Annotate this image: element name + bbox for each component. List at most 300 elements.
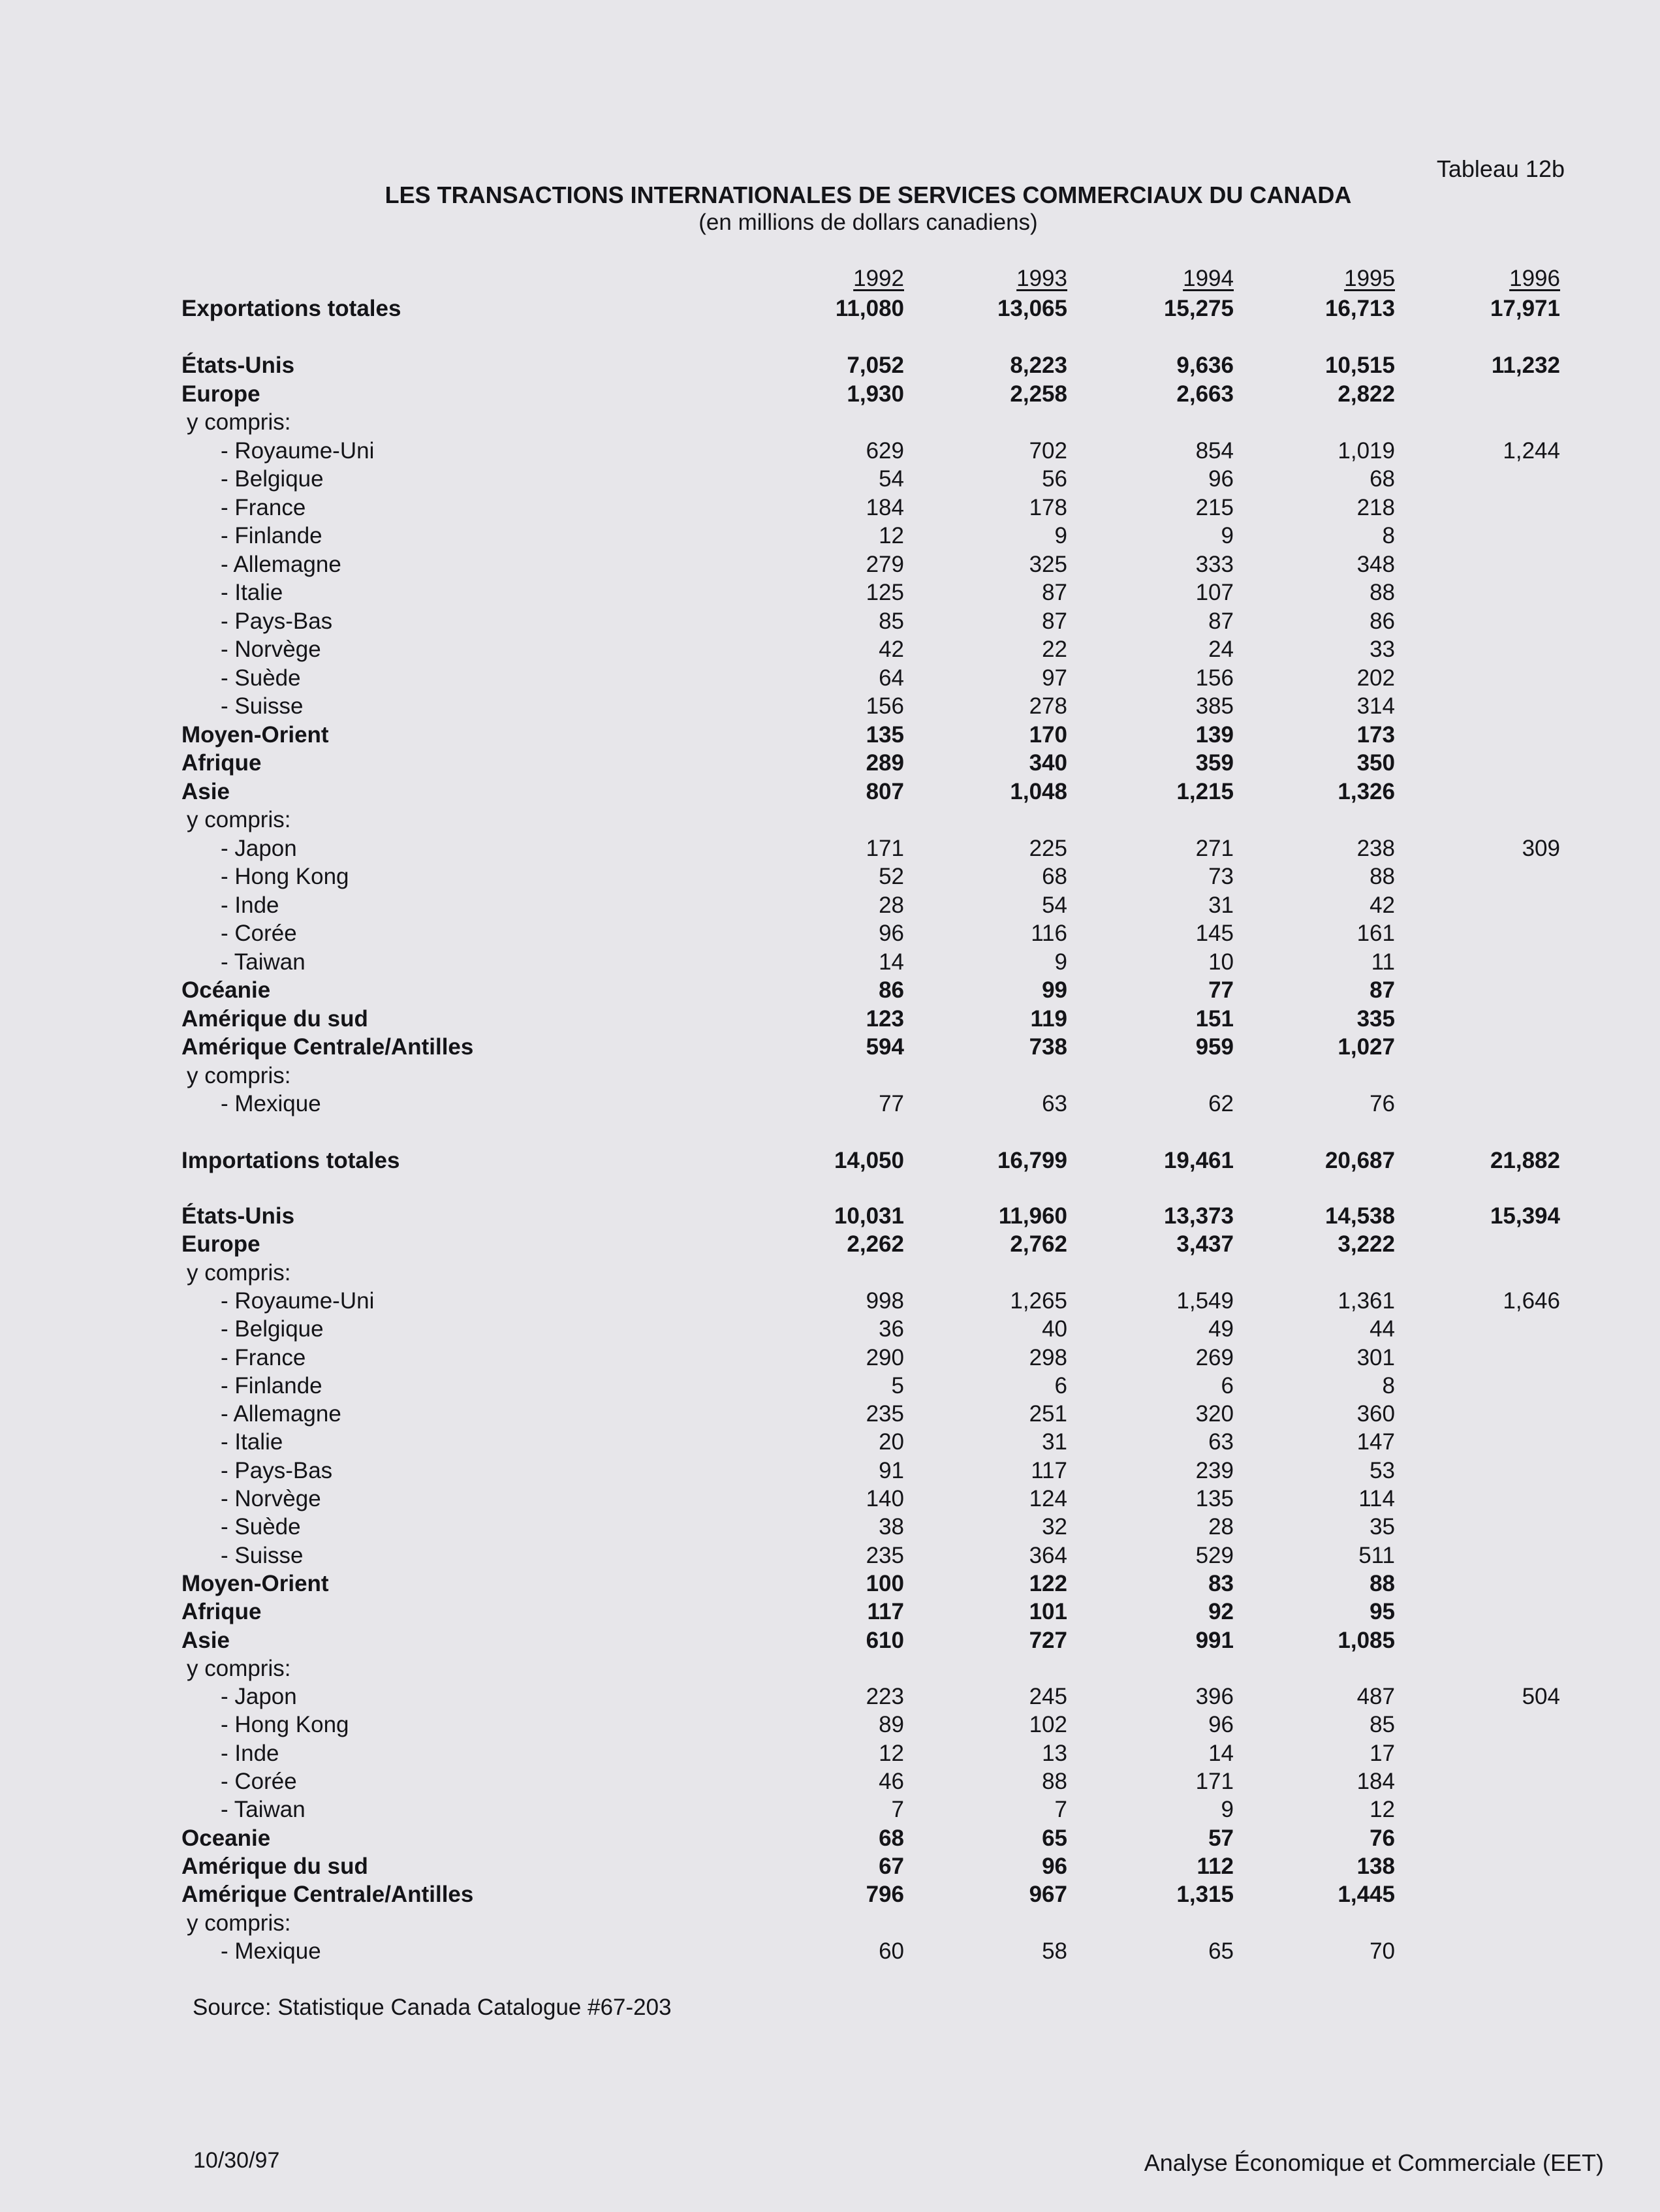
cell-value: 96 <box>1208 1712 1234 1738</box>
table-row <box>0 635 1660 664</box>
cell-value: 117 <box>1031 1457 1067 1483</box>
cell-value: 20,687 <box>1324 1148 1395 1173</box>
cell-value: 3,437 <box>1176 1231 1234 1257</box>
cell-value: 60 <box>879 1938 904 1964</box>
cell-value: 86 <box>879 977 904 1003</box>
cell-value: 88 <box>1370 580 1395 605</box>
row-label: - Japon <box>221 835 297 861</box>
table-row <box>0 1259 1660 1288</box>
row-label: - Belgique <box>221 1316 324 1342</box>
cell-value: 96 <box>1042 1853 1067 1879</box>
cell-value: 6 <box>1054 1372 1067 1398</box>
cell-value: 360 <box>1356 1401 1395 1427</box>
cell-value: 88 <box>1370 1570 1395 1596</box>
cell-value: 7 <box>1054 1797 1067 1823</box>
cell-value: 1,646 <box>1503 1288 1560 1314</box>
cell-value: 54 <box>1042 892 1067 918</box>
cell-value: 135 <box>1195 1486 1234 1511</box>
cell-value: 235 <box>866 1542 904 1568</box>
table-row <box>0 380 1660 409</box>
table-row <box>0 1739 1660 1768</box>
cell-value: 151 <box>1195 1005 1234 1032</box>
cell-value: 12 <box>879 523 904 548</box>
cell-value: 340 <box>1029 750 1067 776</box>
cell-value: 5 <box>891 1372 904 1398</box>
cell-value: 998 <box>866 1288 904 1314</box>
year-header: 1996 <box>1509 266 1560 291</box>
table-row <box>0 862 1660 891</box>
cell-value: 28 <box>879 892 904 918</box>
cell-value: 298 <box>1029 1344 1067 1370</box>
cell-value: 1,326 <box>1338 778 1395 804</box>
cell-value: 9 <box>1221 523 1234 548</box>
cell-value: 238 <box>1356 835 1395 861</box>
cell-value: 1,085 <box>1338 1627 1395 1653</box>
cell-value: 76 <box>1370 1825 1395 1851</box>
table-row <box>0 891 1660 920</box>
year-header: 1992 <box>853 266 904 291</box>
cell-value: 156 <box>866 693 904 719</box>
table-row <box>0 834 1660 863</box>
table-row <box>0 1541 1660 1570</box>
cell-value: 854 <box>1195 437 1234 464</box>
page-subtitle: (en millions de dollars canadiens) <box>698 210 1038 235</box>
cell-value: 396 <box>1195 1684 1234 1710</box>
cell-value: 14 <box>879 949 904 975</box>
row-label: Asie <box>181 1627 230 1653</box>
table-row <box>0 948 1660 977</box>
cell-value: 14 <box>1208 1740 1234 1766</box>
cell-value: 350 <box>1356 750 1395 776</box>
row-label: Océanie <box>181 977 271 1003</box>
row-label: - Hong Kong <box>221 864 349 889</box>
cell-value: 184 <box>866 494 904 520</box>
table-row <box>0 1372 1660 1400</box>
table-row <box>0 550 1660 579</box>
row-label: - Corée <box>221 921 297 946</box>
cell-value: 36 <box>879 1316 904 1342</box>
table-row <box>0 437 1660 466</box>
cell-value: 68 <box>1370 466 1395 492</box>
row-label: Moyen-Orient <box>181 1570 329 1596</box>
table-row <box>0 1909 1660 1938</box>
cell-value: 16,799 <box>997 1148 1067 1173</box>
cell-value: 135 <box>866 721 904 748</box>
row-label: Importations totales <box>181 1148 400 1173</box>
cell-value: 12 <box>1370 1797 1395 1823</box>
cell-value: 46 <box>879 1769 904 1794</box>
row-label: - Italie <box>221 1429 283 1455</box>
cell-value: 63 <box>1208 1429 1234 1455</box>
page-title: LES TRANSACTIONS INTERNATIONALES DE SERVICES COMMERCIAUX DU CANADA <box>384 182 1352 208</box>
table-row <box>0 1202 1660 1231</box>
row-label: - Suisse <box>221 1542 304 1568</box>
cell-value: 58 <box>1042 1938 1067 1964</box>
cell-value: 991 <box>1195 1627 1234 1653</box>
cell-value: 364 <box>1029 1542 1067 1568</box>
row-label: y compris: <box>187 1259 291 1286</box>
cell-value: 1,361 <box>1338 1288 1395 1314</box>
row-label: Asie <box>181 778 230 804</box>
cell-value: 147 <box>1356 1429 1395 1455</box>
cell-value: 95 <box>1370 1599 1395 1625</box>
cell-value: 56 <box>1042 466 1067 492</box>
cell-value: 138 <box>1356 1853 1395 1879</box>
cell-value: 1,244 <box>1503 437 1560 464</box>
cell-value: 235 <box>866 1401 904 1427</box>
table-row <box>0 1315 1660 1344</box>
cell-value: 215 <box>1195 494 1234 520</box>
cell-value: 796 <box>866 1882 904 1908</box>
row-label: - Suède <box>221 665 301 691</box>
cell-value: 31 <box>1042 1429 1067 1455</box>
cell-value: 10,031 <box>834 1203 904 1229</box>
table-row <box>0 1795 1660 1824</box>
cell-value: 42 <box>879 637 904 662</box>
cell-value: 290 <box>866 1344 904 1370</box>
cell-value: 140 <box>866 1486 904 1511</box>
cell-value: 107 <box>1195 580 1234 605</box>
row-label: - Taiwan <box>221 949 305 975</box>
table-row <box>0 1852 1660 1881</box>
row-label: y compris: <box>187 807 291 832</box>
cell-value: 385 <box>1195 693 1234 719</box>
cell-value: 87 <box>1042 580 1067 605</box>
cell-value: 85 <box>879 608 904 634</box>
cell-value: 8 <box>1382 1372 1395 1398</box>
row-label: Amérique Centrale/Antilles <box>181 1882 474 1908</box>
total-row <box>0 294 1660 323</box>
cell-value: 17,971 <box>1490 296 1560 321</box>
cell-value: 333 <box>1195 551 1234 577</box>
table-row <box>0 919 1660 948</box>
table-row <box>0 749 1660 778</box>
footer-publisher: Analyse Économique et Commerciale (EET) <box>1144 2149 1604 2176</box>
table-row <box>0 607 1660 636</box>
table-row <box>0 1400 1660 1429</box>
cell-value: 73 <box>1208 864 1234 889</box>
row-label: Oceanie <box>181 1825 271 1851</box>
row-label: Amérique du sud <box>181 1005 368 1032</box>
cell-value: 67 <box>879 1853 904 1879</box>
cell-value: 40 <box>1042 1316 1067 1342</box>
cell-value: 1,445 <box>1338 1882 1395 1908</box>
table-row <box>0 976 1660 1005</box>
cell-value: 223 <box>866 1684 904 1710</box>
cell-value: 171 <box>1195 1769 1234 1794</box>
row-label: Amérique du sud <box>181 1853 368 1879</box>
table-row <box>0 1767 1660 1796</box>
footer-date: 10/30/97 <box>193 2148 280 2173</box>
cell-value: 91 <box>879 1457 904 1483</box>
cell-value: 6 <box>1221 1372 1234 1398</box>
table-row <box>0 778 1660 806</box>
cell-value: 11,960 <box>998 1203 1067 1229</box>
cell-value: 967 <box>1029 1882 1067 1908</box>
cell-value: 251 <box>1029 1401 1067 1427</box>
cell-value: 1,048 <box>1010 778 1067 804</box>
cell-value: 173 <box>1356 721 1395 748</box>
cell-value: 738 <box>1029 1034 1067 1060</box>
cell-value: 87 <box>1208 608 1234 634</box>
cell-value: 87 <box>1042 608 1067 634</box>
row-label: - Finlande <box>221 523 322 548</box>
cell-value: 504 <box>1522 1684 1560 1710</box>
cell-value: 1,930 <box>847 381 904 407</box>
cell-value: 96 <box>879 921 904 946</box>
cell-value: 218 <box>1356 494 1395 520</box>
row-label: - Norvège <box>221 637 321 662</box>
row-label: - Allemagne <box>221 551 341 577</box>
cell-value: 10,515 <box>1324 353 1395 378</box>
cell-value: 3,222 <box>1338 1231 1395 1257</box>
cell-value: 289 <box>866 750 904 776</box>
cell-value: 124 <box>1029 1486 1067 1511</box>
cell-value: 2,262 <box>847 1231 904 1257</box>
row-label: Europe <box>181 381 260 407</box>
row-label: - Corée <box>221 1769 297 1794</box>
cell-value: 116 <box>1031 921 1067 946</box>
table-row <box>0 1457 1660 1485</box>
cell-value: 278 <box>1029 693 1067 719</box>
cell-value: 32 <box>1042 1514 1067 1540</box>
cell-value: 20 <box>879 1429 904 1455</box>
cell-value: 52 <box>879 864 904 889</box>
cell-value: 117 <box>867 1599 904 1625</box>
cell-value: 70 <box>1370 1938 1395 1964</box>
cell-value: 85 <box>1370 1712 1395 1738</box>
row-label: - Inde <box>221 892 279 918</box>
cell-value: 16,713 <box>1324 296 1395 321</box>
cell-value: 9 <box>1054 523 1067 548</box>
cell-value: 11 <box>1371 949 1395 975</box>
cell-value: 1,265 <box>1010 1288 1067 1314</box>
cell-value: 11,232 <box>1491 353 1560 378</box>
table-row <box>0 408 1660 437</box>
row-label: - Pays-Bas <box>221 608 333 634</box>
cell-value: 2,822 <box>1338 381 1395 407</box>
row-label: - Finlande <box>221 1372 322 1398</box>
cell-value: 202 <box>1356 665 1395 691</box>
year-header-row <box>0 264 1660 293</box>
cell-value: 122 <box>1029 1570 1067 1596</box>
row-label: - Italie <box>221 580 283 605</box>
cell-value: 309 <box>1522 835 1560 861</box>
cell-value: 727 <box>1029 1627 1067 1653</box>
row-label: - France <box>221 1344 306 1370</box>
table-row <box>0 721 1660 750</box>
cell-value: 9 <box>1221 1797 1234 1823</box>
row-label: - Mexique <box>221 1938 321 1964</box>
cell-value: 171 <box>866 835 904 861</box>
table-row <box>0 522 1660 550</box>
cell-value: 702 <box>1029 437 1067 464</box>
cell-value: 11,080 <box>835 296 904 321</box>
cell-value: 1,027 <box>1338 1034 1395 1060</box>
row-label: - Norvège <box>221 1486 321 1511</box>
cell-value: 97 <box>1042 665 1067 691</box>
cell-value: 14,538 <box>1324 1203 1395 1229</box>
cell-value: 17 <box>1370 1740 1395 1766</box>
row-label: Amérique Centrale/Antilles <box>181 1034 474 1060</box>
cell-value: 96 <box>1208 466 1234 492</box>
cell-value: 21,882 <box>1490 1148 1560 1173</box>
row-label: États-Unis <box>181 353 295 378</box>
cell-value: 1,315 <box>1176 1882 1234 1908</box>
row-label: - Mexique <box>221 1091 321 1116</box>
cell-value: 65 <box>1042 1825 1067 1851</box>
table-row <box>0 1683 1660 1711</box>
cell-value: 225 <box>1029 835 1067 861</box>
cell-value: 2,258 <box>1010 381 1067 407</box>
row-label: - France <box>221 494 306 520</box>
cell-value: 12 <box>879 1740 904 1766</box>
table-row <box>0 1230 1660 1259</box>
table-row <box>0 1626 1660 1655</box>
cell-value: 88 <box>1370 864 1395 889</box>
cell-value: 145 <box>1195 921 1234 946</box>
cell-value: 511 <box>1358 1542 1395 1568</box>
row-label: y compris: <box>187 1655 291 1681</box>
cell-value: 62 <box>1208 1091 1234 1116</box>
cell-value: 68 <box>879 1825 904 1851</box>
row-label: Moyen-Orient <box>181 721 329 748</box>
cell-value: 139 <box>1195 721 1234 748</box>
cell-value: 57 <box>1208 1825 1234 1851</box>
table-row <box>0 1005 1660 1034</box>
cell-value: 807 <box>866 778 904 804</box>
table-row <box>0 1880 1660 1909</box>
cell-value: 42 <box>1370 892 1395 918</box>
table-row <box>0 1344 1660 1372</box>
cell-value: 86 <box>1370 608 1395 634</box>
cell-value: 77 <box>1208 977 1234 1003</box>
table-row <box>0 1513 1660 1541</box>
row-label: États-Unis <box>181 1203 295 1229</box>
row-label: - Royaume-Uni <box>221 437 375 464</box>
cell-value: 348 <box>1356 551 1395 577</box>
table-row <box>0 1428 1660 1457</box>
cell-value: 13 <box>1042 1740 1067 1766</box>
table-row <box>0 664 1660 693</box>
cell-value: 14,050 <box>834 1148 904 1173</box>
table-row <box>0 1598 1660 1626</box>
row-label: - Taiwan <box>221 1797 305 1823</box>
cell-value: 119 <box>1030 1005 1067 1032</box>
cell-value: 1,549 <box>1176 1288 1234 1314</box>
row-label: - Japon <box>221 1684 297 1710</box>
cell-value: 83 <box>1208 1570 1234 1596</box>
cell-value: 112 <box>1197 1853 1234 1879</box>
row-label: y compris: <box>187 409 291 435</box>
cell-value: 529 <box>1195 1542 1234 1568</box>
table-row <box>0 1062 1660 1090</box>
cell-value: 9 <box>1054 949 1067 975</box>
table-row <box>0 1485 1660 1513</box>
cell-value: 610 <box>866 1627 904 1653</box>
table-row <box>0 1033 1660 1062</box>
cell-value: 35 <box>1370 1514 1395 1540</box>
table-row <box>0 1654 1660 1683</box>
row-label: - Suisse <box>221 693 304 719</box>
cell-value: 44 <box>1370 1316 1395 1342</box>
cell-value: 87 <box>1370 977 1395 1003</box>
cell-value: 2,762 <box>1010 1231 1067 1257</box>
cell-value: 245 <box>1029 1684 1067 1710</box>
cell-value: 1,019 <box>1338 437 1395 464</box>
cell-value: 7 <box>891 1797 904 1823</box>
cell-value: 92 <box>1208 1599 1234 1625</box>
cell-value: 123 <box>866 1005 904 1032</box>
cell-value: 335 <box>1356 1005 1395 1032</box>
row-label: - Suède <box>221 1514 301 1540</box>
row-label: Afrique <box>181 1599 262 1625</box>
cell-value: 271 <box>1195 835 1234 861</box>
cell-value: 239 <box>1195 1457 1234 1483</box>
cell-value: 269 <box>1195 1344 1234 1370</box>
cell-value: 1,215 <box>1176 778 1234 804</box>
cell-value: 100 <box>866 1570 904 1596</box>
cell-value: 102 <box>1029 1712 1067 1738</box>
cell-value: 7,052 <box>847 353 904 378</box>
cell-value: 22 <box>1042 637 1067 662</box>
row-label: - Hong Kong <box>221 1712 349 1738</box>
cell-value: 99 <box>1042 977 1067 1003</box>
cell-value: 88 <box>1042 1769 1067 1794</box>
cell-value: 8,223 <box>1010 353 1067 378</box>
cell-value: 65 <box>1208 1938 1234 1964</box>
cell-value: 68 <box>1042 864 1067 889</box>
cell-value: 19,461 <box>1163 1148 1234 1173</box>
row-label: - Inde <box>221 1740 279 1766</box>
cell-value: 279 <box>866 551 904 577</box>
cell-value: 301 <box>1356 1344 1395 1370</box>
cell-value: 959 <box>1195 1034 1234 1060</box>
cell-value: 359 <box>1195 750 1234 776</box>
cell-value: 77 <box>879 1091 904 1116</box>
year-header: 1993 <box>1016 266 1067 291</box>
source-note: Source: Statistique Canada Catalogue #67-203 <box>193 1995 672 2020</box>
table-row <box>0 1711 1660 1739</box>
cell-value: 2,663 <box>1176 381 1234 407</box>
cell-value: 125 <box>866 580 904 605</box>
cell-value: 38 <box>879 1514 904 1540</box>
cell-value: 13,065 <box>997 296 1067 321</box>
cell-value: 28 <box>1208 1514 1234 1540</box>
row-label: y compris: <box>187 1062 291 1088</box>
table-row <box>0 1937 1660 1966</box>
row-label: Afrique <box>181 750 262 776</box>
cell-value: 76 <box>1370 1091 1395 1116</box>
cell-value: 101 <box>1029 1599 1067 1625</box>
cell-value: 53 <box>1370 1457 1395 1483</box>
cell-value: 314 <box>1356 693 1395 719</box>
cell-value: 156 <box>1195 665 1234 691</box>
cell-value: 161 <box>1356 921 1395 946</box>
cell-value: 487 <box>1356 1684 1395 1710</box>
table-row <box>0 494 1660 522</box>
row-label: Exportations totales <box>181 296 401 321</box>
cell-value: 629 <box>866 437 904 464</box>
cell-value: 15,394 <box>1490 1203 1560 1229</box>
cell-value: 33 <box>1370 637 1395 662</box>
row-label: - Allemagne <box>221 1401 341 1427</box>
table-row <box>0 1824 1660 1853</box>
year-header: 1995 <box>1344 266 1395 291</box>
table-row <box>0 1570 1660 1598</box>
row-label: y compris: <box>187 1910 291 1936</box>
cell-value: 184 <box>1356 1769 1395 1794</box>
